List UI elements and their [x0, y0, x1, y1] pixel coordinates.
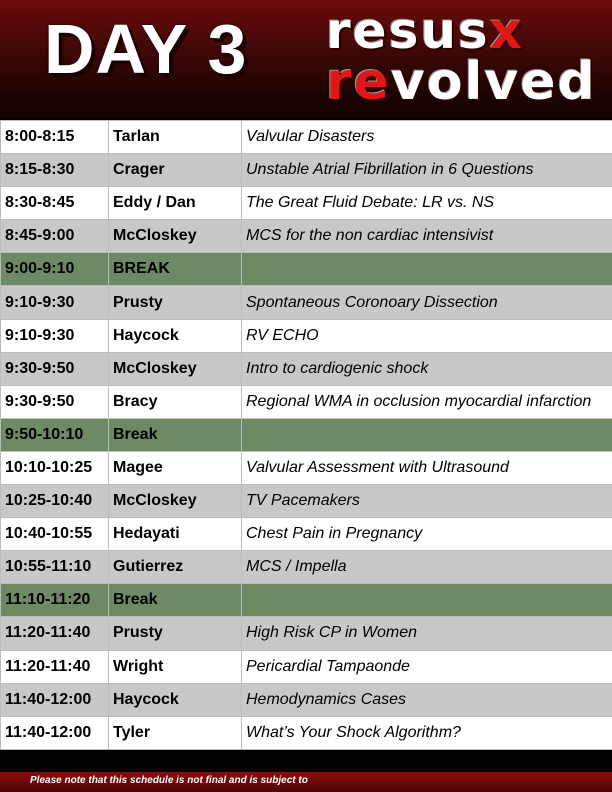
topic-cell: MCS / Impella [242, 551, 612, 584]
logo-text-resus: resus [326, 2, 490, 60]
logo-text-re: re [326, 52, 391, 112]
time-cell: 8:00-8:15 [1, 121, 109, 154]
speaker-cell: Tyler [109, 716, 242, 749]
time-cell: 8:30-8:45 [1, 187, 109, 220]
footer-note: Please note that this schedule is not final and is subject to [30, 775, 308, 786]
time-cell: 11:20-11:40 [1, 617, 109, 650]
break-row [1, 418, 612, 451]
time-cell: 10:10-10:25 [1, 451, 109, 484]
topic-cell: Intro to cardiogenic shock [242, 352, 612, 385]
time-cell: 8:45-9:00 [1, 220, 109, 253]
time-cell: 11:40-12:00 [1, 683, 109, 716]
speaker-cell: Gutierrez [109, 551, 242, 584]
topic-cell: The Great Fluid Debate: LR vs. NS [242, 187, 612, 220]
schedule-row [1, 286, 612, 319]
topic-cell: Unstable Atrial Fibrillation in 6 Questions [242, 154, 612, 187]
speaker-cell: Eddy / Dan [109, 187, 242, 220]
topic-cell: Valvular Assessment with Ultrasound [242, 451, 612, 484]
schedule-row [1, 220, 612, 253]
time-cell: 11:10-11:20 [1, 584, 109, 617]
schedule-row [1, 485, 612, 518]
speaker-cell: Haycock [109, 319, 242, 352]
schedule-row [1, 683, 612, 716]
time-cell: 9:30-9:50 [1, 352, 109, 385]
topic-cell [242, 253, 612, 286]
schedule-body [1, 121, 612, 750]
schedule-row [1, 154, 612, 187]
topic-cell: Chest Pain in Pregnancy [242, 518, 612, 551]
time-cell: 10:55-11:10 [1, 551, 109, 584]
schedule-row [1, 352, 612, 385]
speaker-cell: BREAK [109, 253, 242, 286]
speaker-cell: Break [109, 418, 242, 451]
time-cell: 9:50-10:10 [1, 418, 109, 451]
topic-cell: What’s Your Shock Algorithm? [242, 716, 612, 749]
logo-line-1 [326, 2, 524, 60]
speaker-cell: Prusty [109, 617, 242, 650]
speaker-cell: Prusty [109, 286, 242, 319]
topic-cell: Spontaneous Coronoary Dissection [242, 286, 612, 319]
logo-line-2 [326, 52, 597, 112]
speaker-cell: McCloskey [109, 352, 242, 385]
day-title: DAY 3 [44, 10, 248, 88]
speaker-cell: Bracy [109, 385, 242, 418]
time-cell: 10:25-10:40 [1, 485, 109, 518]
time-cell: 11:20-11:40 [1, 650, 109, 683]
schedule-row [1, 617, 612, 650]
header-banner [0, 0, 612, 118]
schedule-row [1, 451, 612, 484]
topic-cell [242, 418, 612, 451]
schedule-table [0, 120, 612, 750]
schedule-row [1, 518, 612, 551]
time-cell: 8:15-8:30 [1, 154, 109, 187]
time-cell: 9:10-9:30 [1, 319, 109, 352]
footer-banner [0, 772, 612, 792]
schedule-row [1, 716, 612, 749]
time-cell: 9:00-9:10 [1, 253, 109, 286]
time-cell: 9:30-9:50 [1, 385, 109, 418]
speaker-cell: Hedayati [109, 518, 242, 551]
logo-text-volved: volved [390, 52, 597, 112]
schedule-row [1, 319, 612, 352]
resusx-revolved-logo [326, 2, 606, 112]
topic-cell: High Risk CP in Women [242, 617, 612, 650]
topic-cell: Pericardial Tampaonde [242, 650, 612, 683]
topic-cell: TV Pacemakers [242, 485, 612, 518]
schedule-row [1, 385, 612, 418]
speaker-cell: Break [109, 584, 242, 617]
time-cell: 11:40-12:00 [1, 716, 109, 749]
topic-cell: Hemodynamics Cases [242, 683, 612, 716]
time-cell: 9:10-9:30 [1, 286, 109, 319]
break-row [1, 253, 612, 286]
topic-cell: RV ECHO [242, 319, 612, 352]
schedule-row [1, 650, 612, 683]
speaker-cell: Tarlan [109, 121, 242, 154]
speaker-cell: McCloskey [109, 485, 242, 518]
topic-cell: MCS for the non cardiac intensivist [242, 220, 612, 253]
speaker-cell: McCloskey [109, 220, 242, 253]
speaker-cell: Magee [109, 451, 242, 484]
speaker-cell: Wright [109, 650, 242, 683]
logo-text-x: x [489, 2, 524, 60]
time-cell: 10:40-10:55 [1, 518, 109, 551]
schedule-row [1, 121, 612, 154]
topic-cell [242, 584, 612, 617]
topic-cell: Valvular Disasters [242, 121, 612, 154]
schedule-row [1, 551, 612, 584]
break-row [1, 584, 612, 617]
speaker-cell: Crager [109, 154, 242, 187]
speaker-cell: Haycock [109, 683, 242, 716]
schedule-row [1, 187, 612, 220]
topic-cell: Regional WMA in occlusion myocardial infarction [242, 385, 612, 418]
